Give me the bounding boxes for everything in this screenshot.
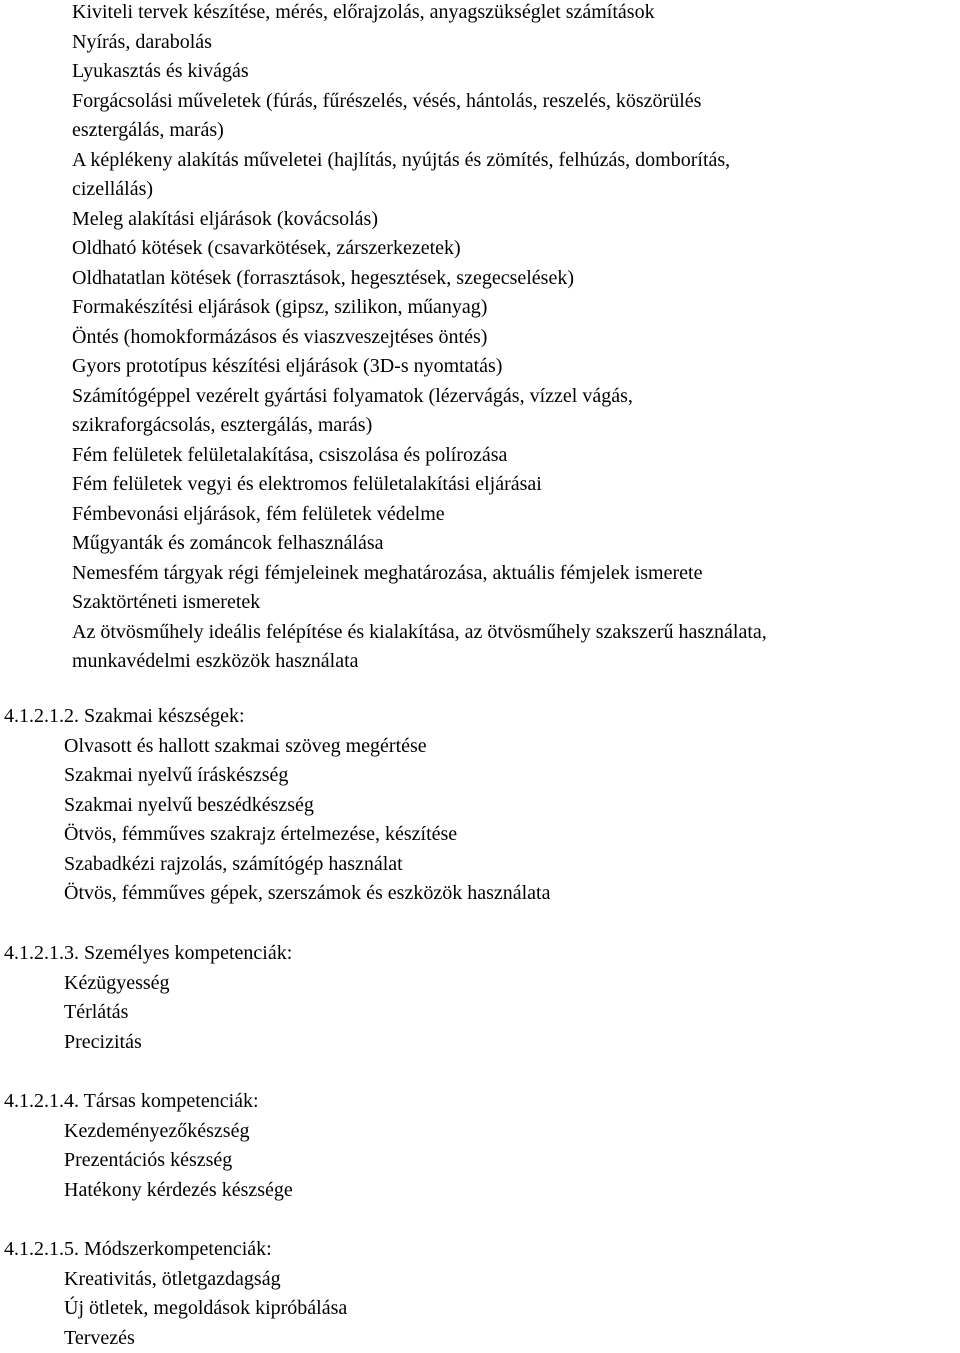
list-item: munkavédelmi eszközök használata [72,647,960,677]
list-item: Szaktörténeti ismeretek [72,588,960,618]
list-item: Formakészítési eljárások (gipsz, szilikon, műanyag) [72,293,960,323]
list-item: cizellálás) [72,175,960,205]
list-item: Meleg alakítási eljárások (kovácsolás) [72,205,960,235]
list-item: Új ötletek, megoldások kipróbálása [64,1294,960,1324]
list-item: Kézügyesség [64,969,960,999]
section-social-competencies [0,1087,960,1205]
list-item: Fém felületek vegyi és elektromos felületalakítási eljárásai [72,470,960,500]
list-item: Fémbevonási eljárások, fém felületek védelme [72,500,960,530]
knowledge-list [72,0,960,677]
list-item: Az ötvösműhely ideális felépítése és kialakítása, az ötvösműhely szakszerű használata, [72,618,960,648]
list-item: A képlékeny alakítás műveletei (hajlítás, nyújtás és zömítés, felhúzás, domborítás, [72,146,960,176]
list-item: Műgyanták és zománcok felhasználása [72,529,960,559]
skills-list [0,732,960,909]
list-item: Öntés (homokformázásos és viaszveszejtéses öntés) [72,323,960,353]
list-item: esztergálás, marás) [72,116,960,146]
list-item: Ötvös, fémműves szakrajz értelmezése, készítése [64,820,960,850]
list-item: Precizitás [64,1028,960,1058]
list-item: Hatékony kérdezés készsége [64,1176,960,1206]
list-item: Szakmai nyelvű beszédkészség [64,791,960,821]
section-heading: 4.1.2.1.3. Személyes kompetenciák: [0,939,960,969]
list-item: Lyukasztás és kivágás [72,57,960,87]
method-list [0,1265,960,1353]
section-heading: 4.1.2.1.2. Szakmai készségek: [0,702,960,732]
list-item: Fém felületek felületalakítása, csiszolása és polírozása [72,441,960,471]
list-item: Gyors prototípus készítési eljárások (3D-s nyomtatás) [72,352,960,382]
list-item: Szakmai nyelvű íráskészség [64,761,960,791]
list-item: Számítógéppel vezérelt gyártási folyamatok (lézervágás, vízzel vágás, [72,382,960,412]
list-item: Ötvös, fémműves gépek, szerszámok és eszközök használata [64,879,960,909]
list-item: Szabadkézi rajzolás, számítógép használat [64,850,960,880]
social-list [0,1117,960,1206]
section-method-competencies [0,1235,960,1353]
section-heading: 4.1.2.1.4. Társas kompetenciák: [0,1087,960,1117]
list-item: Térlátás [64,998,960,1028]
section-personal-competencies [0,939,960,1057]
list-item: Kezdeményezőkészség [64,1117,960,1147]
list-item: Nemesfém tárgyak régi fémjeleinek meghatározása, aktuális fémjelek ismerete [72,559,960,589]
list-item: Prezentációs készség [64,1146,960,1176]
list-item: Tervezés [64,1324,960,1353]
list-item: Forgácsolási műveletek (fúrás, fűrészelés, vésés, hántolás, reszelés, köszörülés [72,87,960,117]
list-item: Kiviteli tervek készítése, mérés, előrajzolás, anyagszükséglet számítások [72,0,960,28]
list-item: Oldható kötések (csavarkötések, zárszerkezetek) [72,234,960,264]
section-heading: 4.1.2.1.5. Módszerkompetenciák: [0,1235,960,1265]
list-item: szikraforgácsolás, esztergálás, marás) [72,411,960,441]
section-professional-skills [0,702,960,909]
list-item: Kreativitás, ötletgazdagság [64,1265,960,1295]
list-item: Oldhatatlan kötések (forrasztások, hegesztések, szegecselések) [72,264,960,294]
list-item: Olvasott és hallott szakmai szöveg megértése [64,732,960,762]
list-item: Nyírás, darabolás [72,28,960,58]
personal-list [0,969,960,1058]
